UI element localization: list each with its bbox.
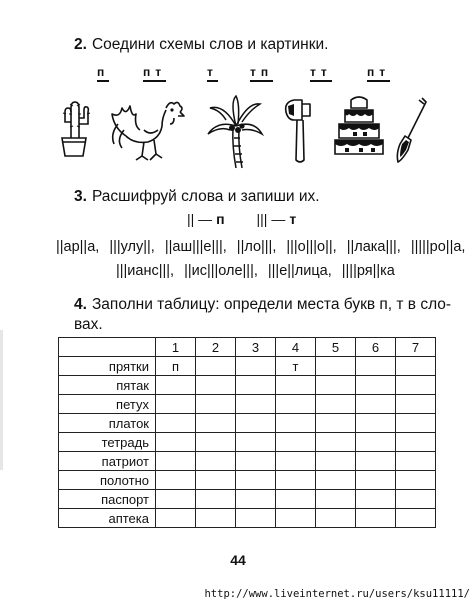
table-row <box>59 509 436 528</box>
row-word: пятак <box>59 376 156 395</box>
position-cell[interactable] <box>396 433 436 452</box>
table-row <box>59 433 436 452</box>
position-cell[interactable] <box>316 414 356 433</box>
cactus-icon <box>56 94 92 160</box>
table-row <box>59 490 436 509</box>
position-cell[interactable] <box>156 471 196 490</box>
column-header: 2 <box>196 338 236 357</box>
scheme-3: т <box>207 66 218 82</box>
position-cell[interactable] <box>196 395 236 414</box>
column-header: 4 <box>276 338 316 357</box>
position-cell[interactable] <box>396 452 436 471</box>
row-word: прятки <box>59 357 156 376</box>
row-word: патриот <box>59 452 156 471</box>
word-schemes <box>0 66 476 82</box>
source-url: http://www.liveinternet.ru/users/ksu11111/ <box>204 588 470 600</box>
position-cell[interactable] <box>316 452 356 471</box>
position-cell[interactable] <box>276 414 316 433</box>
position-cell[interactable] <box>156 433 196 452</box>
task-3-title <box>74 188 320 206</box>
table-row <box>59 471 436 490</box>
position-cell[interactable] <box>356 509 396 528</box>
scheme-2: пт <box>143 66 166 82</box>
position-cell[interactable] <box>156 414 196 433</box>
task-4-number: 4. <box>74 296 87 313</box>
position-cell[interactable] <box>396 376 436 395</box>
row-word: тетрадь <box>59 433 156 452</box>
position-cell[interactable] <box>156 509 196 528</box>
position-cell[interactable] <box>156 395 196 414</box>
position-cell[interactable] <box>356 414 396 433</box>
table-row <box>59 452 436 471</box>
legend-letter-p: п <box>216 211 225 227</box>
position-cell[interactable] <box>356 395 396 414</box>
column-header: 1 <box>156 338 196 357</box>
position-cell[interactable] <box>396 357 436 376</box>
position-cell[interactable] <box>156 452 196 471</box>
palm-tree-icon <box>206 94 264 170</box>
position-cell[interactable] <box>156 490 196 509</box>
legend-symbol-t: ||| — <box>256 211 286 227</box>
position-cell[interactable] <box>316 471 356 490</box>
cipher-legend <box>187 211 324 227</box>
position-cell[interactable]: п <box>156 357 196 376</box>
scheme-1: п <box>97 66 109 82</box>
task-4-text-line-1: Заполни таблицу: определи места букв п, т в сло- <box>91 296 452 313</box>
coded-words-line-2: |||ианс|||, ||ис|||оле|||, |||е||лица, ||||ря||ка <box>116 263 395 279</box>
table-row <box>59 414 436 433</box>
table-row <box>59 357 436 376</box>
row-word: аптека <box>59 509 156 528</box>
position-cell[interactable] <box>196 452 236 471</box>
scheme-6: пт <box>367 66 390 82</box>
task-2-number: 2. <box>74 36 87 53</box>
row-word: полотно <box>59 471 156 490</box>
position-cell[interactable] <box>196 509 236 528</box>
position-cell[interactable] <box>236 490 276 509</box>
table-row <box>59 395 436 414</box>
position-cell[interactable] <box>196 490 236 509</box>
position-cell[interactable] <box>236 471 276 490</box>
position-cell[interactable] <box>276 490 316 509</box>
letter-position-table <box>58 337 436 528</box>
page-number: 44 <box>230 552 246 568</box>
position-cell[interactable] <box>156 376 196 395</box>
scheme-4: тп <box>250 66 273 82</box>
row-word: паспорт <box>59 490 156 509</box>
position-cell[interactable] <box>356 376 396 395</box>
task-3-text: Расшифруй слова и запиши их. <box>91 188 320 205</box>
position-cell[interactable] <box>356 433 396 452</box>
table-header-row <box>59 338 436 357</box>
row-word: петух <box>59 395 156 414</box>
legend-item-t <box>257 211 297 227</box>
position-cell[interactable] <box>316 395 356 414</box>
column-header: 6 <box>356 338 396 357</box>
table-row <box>59 376 436 395</box>
position-cell[interactable] <box>236 395 276 414</box>
position-cell[interactable] <box>276 395 316 414</box>
position-cell[interactable] <box>356 357 396 376</box>
position-cell[interactable] <box>196 376 236 395</box>
position-cell[interactable] <box>276 471 316 490</box>
position-cell[interactable] <box>356 452 396 471</box>
position-cell[interactable] <box>396 471 436 490</box>
task-4-text-line-2: вах. <box>74 316 103 333</box>
task-2-title <box>74 36 329 54</box>
position-cell[interactable] <box>316 509 356 528</box>
position-cell[interactable] <box>196 433 236 452</box>
position-cell[interactable] <box>276 376 316 395</box>
position-cell[interactable] <box>236 509 276 528</box>
shovel-icon <box>396 94 428 166</box>
position-cell[interactable] <box>196 471 236 490</box>
position-cell[interactable] <box>236 452 276 471</box>
coded-words-line-1: ||ар||а, |||улу||, ||аш|||е|||, ||ло|||, |||о|||о||, ||лака|||, |||||ро||а, <box>56 239 466 255</box>
position-cell[interactable] <box>396 490 436 509</box>
pictures-row <box>0 94 476 174</box>
task-3-number: 3. <box>74 188 87 205</box>
position-cell[interactable] <box>316 376 356 395</box>
position-cell[interactable] <box>196 357 236 376</box>
position-cell[interactable] <box>276 509 316 528</box>
rooster-icon <box>104 94 186 164</box>
position-cell[interactable] <box>236 357 276 376</box>
position-cell[interactable] <box>356 471 396 490</box>
position-cell[interactable] <box>236 376 276 395</box>
table-corner-cell <box>59 338 156 357</box>
column-header: 3 <box>236 338 276 357</box>
position-cell[interactable]: т <box>276 357 316 376</box>
position-cell[interactable] <box>396 509 436 528</box>
legend-item-p <box>187 211 225 227</box>
column-header: 7 <box>396 338 436 357</box>
legend-letter-t: т <box>289 211 297 227</box>
row-word: платок <box>59 414 156 433</box>
scheme-5: тт <box>310 66 332 82</box>
position-cell[interactable] <box>396 395 436 414</box>
position-cell[interactable] <box>196 414 236 433</box>
position-cell[interactable] <box>316 357 356 376</box>
position-cell[interactable] <box>276 452 316 471</box>
task-4-title <box>74 296 451 314</box>
column-header: 5 <box>316 338 356 357</box>
axe-icon <box>280 94 316 166</box>
position-cell[interactable] <box>236 414 276 433</box>
task-2-text: Соедини схемы слов и картинки. <box>91 36 329 53</box>
legend-symbol-p: || — <box>187 211 213 227</box>
page-edge-shadow <box>0 330 3 470</box>
position-cell[interactable] <box>396 414 436 433</box>
position-cell[interactable] <box>316 490 356 509</box>
cake-icon <box>333 94 385 158</box>
position-cell[interactable] <box>356 490 396 509</box>
position-cell[interactable] <box>236 433 276 452</box>
position-cell[interactable] <box>316 433 356 452</box>
position-cell[interactable] <box>276 433 316 452</box>
